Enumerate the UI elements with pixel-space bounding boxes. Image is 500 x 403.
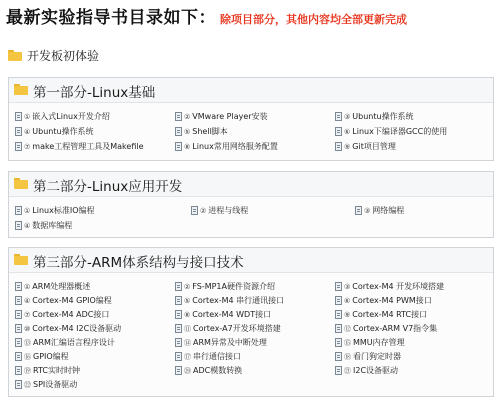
document-icon — [175, 112, 182, 121]
part3-section — [8, 247, 494, 397]
list-item[interactable]: ① ARM处理器概述 — [15, 280, 90, 293]
document-icon — [15, 112, 22, 121]
document-icon — [335, 282, 342, 291]
document-icon — [335, 296, 342, 305]
part3-title: 第三部分-ARM体系结构与接口技术 — [33, 255, 244, 271]
folder-icon — [14, 84, 28, 95]
list-item[interactable]: ⑧ Linux常用网络服务配置 — [175, 140, 278, 153]
list-item[interactable]: ④ 数据库编程 — [15, 219, 72, 232]
document-icon — [335, 324, 342, 333]
list-item[interactable]: ⑨ Git项目管理 — [335, 140, 396, 153]
document-icon — [175, 352, 182, 361]
document-icon — [15, 142, 22, 151]
part3-header[interactable] — [9, 248, 493, 273]
list-item[interactable]: ② 进程与线程 — [191, 204, 248, 217]
document-icon — [15, 338, 22, 347]
list-item[interactable]: ⑤ Shell脚本 — [175, 125, 228, 138]
document-icon — [175, 142, 182, 151]
list-item[interactable]: ⑳ ADC模数转换 — [175, 364, 242, 377]
document-icon — [15, 352, 22, 361]
list-item[interactable]: ① Linux标准IO编程 — [15, 204, 95, 217]
document-icon — [15, 296, 22, 305]
document-icon — [175, 324, 182, 333]
list-item[interactable]: ⑦ make工程管理工具及Makefile — [15, 140, 144, 153]
list-item[interactable]: ③ Cortex-M4 开发环境搭建 — [335, 280, 444, 293]
page-header — [6, 3, 407, 27]
document-icon — [175, 296, 182, 305]
board-section-title[interactable]: 开发板初体验 — [27, 49, 100, 63]
list-item[interactable]: ① 嵌入式Linux开发介绍 — [15, 110, 110, 123]
folder-icon — [14, 254, 28, 265]
part1-header[interactable] — [9, 78, 493, 103]
document-icon — [175, 310, 182, 319]
document-icon — [335, 352, 342, 361]
document-icon — [175, 366, 182, 375]
part1-section — [8, 77, 494, 161]
document-icon — [335, 127, 342, 136]
list-item[interactable]: ⑲ RTC实时时钟 — [15, 364, 80, 377]
part2-section — [8, 171, 494, 238]
list-item[interactable]: ④ Ubuntu操作系统 — [15, 125, 94, 138]
list-item[interactable]: ㉑ I2C设备驱动 — [335, 364, 398, 377]
list-item[interactable]: ⑥ Cortex-M4 PWM接口 — [335, 294, 432, 307]
list-item[interactable]: ⑩ Cortex-M4 I2C设备驱动 — [15, 322, 121, 335]
folder-icon — [8, 50, 22, 61]
list-item[interactable]: ⑱ 看门狗定时器 — [335, 350, 401, 363]
list-item[interactable]: ⑰ 串行通信接口 — [175, 350, 241, 363]
document-icon — [15, 380, 22, 389]
list-item[interactable]: ④ Cortex-M4 GPIO编程 — [15, 294, 112, 307]
list-item[interactable]: ③ Ubuntu操作系统 — [335, 110, 414, 123]
document-icon — [191, 206, 198, 215]
document-icon — [175, 338, 182, 347]
document-icon — [15, 366, 22, 375]
document-icon — [175, 282, 182, 291]
list-item[interactable]: ⑨ Cortex-M4 RTC接口 — [335, 308, 427, 321]
list-item[interactable]: ⑫ Cortex-ARM V7指令集 — [335, 322, 437, 335]
document-icon — [335, 366, 342, 375]
list-item[interactable]: ⑤ Cortex-M4 串行通讯接口 — [175, 294, 284, 307]
document-icon — [15, 324, 22, 333]
document-icon — [335, 112, 342, 121]
list-item[interactable]: ③ 网络编程 — [355, 204, 404, 217]
list-item[interactable]: ② VMware Player安装 — [175, 110, 268, 123]
document-icon — [15, 310, 22, 319]
document-icon — [15, 206, 22, 215]
list-item[interactable]: ⑭ ARM异常及中断处理 — [175, 336, 267, 349]
update-note: 除项目部分，其他内容均全部更新完成 — [220, 13, 407, 26]
document-icon — [15, 221, 22, 230]
list-item[interactable]: ⑮ MMU内存管理 — [335, 336, 405, 349]
document-icon — [335, 142, 342, 151]
list-item[interactable]: ⑧ Cortex-M4 WDT接口 — [175, 308, 271, 321]
list-item[interactable]: ㉒ SPI设备驱动 — [15, 378, 77, 391]
list-item[interactable]: ⑪ Cortex-A7开发环境搭建 — [175, 322, 281, 335]
document-icon — [335, 338, 342, 347]
part1-title: 第一部分-Linux基础 — [33, 85, 156, 101]
list-item[interactable]: ⑦ Cortex-M4 ADC接口 — [15, 308, 109, 321]
list-item[interactable]: ⑬ ARM汇编语言程序设计 — [15, 336, 115, 349]
document-icon — [15, 127, 22, 136]
folder-icon — [14, 178, 28, 189]
document-icon — [355, 206, 362, 215]
page-title: 最新实验指导书目录如下： — [6, 8, 216, 28]
document-icon — [15, 282, 22, 291]
part2-header[interactable] — [9, 172, 493, 197]
document-icon — [175, 127, 182, 136]
document-icon — [335, 310, 342, 319]
part2-title: 第二部分-Linux应用开发 — [33, 179, 183, 195]
list-item[interactable]: ⑯ GPIO编程 — [15, 350, 69, 363]
list-item[interactable]: ② FS-MP1A硬件资源介绍 — [175, 280, 275, 293]
list-item[interactable]: ⑥ Linux下编译器GCC的使用 — [335, 125, 447, 138]
